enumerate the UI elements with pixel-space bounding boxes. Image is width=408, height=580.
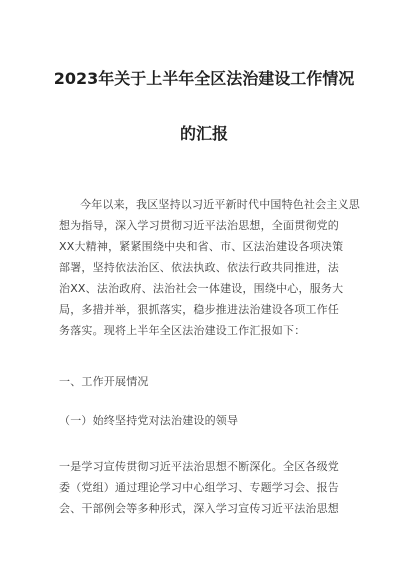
- body-paragraph-line: 委（党组）通过理论学习中心组学习、专题学习会、报告: [59, 481, 339, 494]
- intro-paragraph-line: 部署，坚持依法治区、依法执政、依法行政共同推进，法: [59, 261, 339, 274]
- intro-paragraph-line: 务落实。现将上半年全区法治建设工作汇报如下：: [59, 324, 306, 337]
- intro-paragraph-line: 今年以来，我区坚持以习近平新时代中国特色社会主义思: [80, 198, 360, 211]
- intro-paragraph-line: 治XX、法治政府、法治社会一体建设，围绕中心，服务大: [59, 282, 344, 295]
- intro-paragraph-line: 想为指导，深入学习贯彻习近平法治思想，全面贯彻党的: [59, 219, 339, 232]
- subsection-1-heading: （一）始终坚持党对法治建设的领导: [59, 414, 239, 427]
- intro-paragraph-line: XX大精神，紧紧围绕中央和省、市、区法治建设各项决策: [59, 240, 344, 253]
- document-title-line-1: 2023年关于上半年全区法治建设工作情况: [53, 69, 355, 88]
- intro-paragraph-line: 局，多措并举，狠抓落实，稳步推进法治建设各项工作任: [59, 303, 339, 316]
- body-paragraph-line: 一是学习宣传贯彻习近平法治思想不断深化。全区各级党: [59, 460, 339, 473]
- body-paragraph-line: 会、干部例会等多种形式，深入学习宣传习近平法治思想: [59, 502, 339, 515]
- section-1-heading: 一、工作开展情况: [59, 375, 149, 388]
- document-title-line-2: 的汇报: [179, 124, 228, 143]
